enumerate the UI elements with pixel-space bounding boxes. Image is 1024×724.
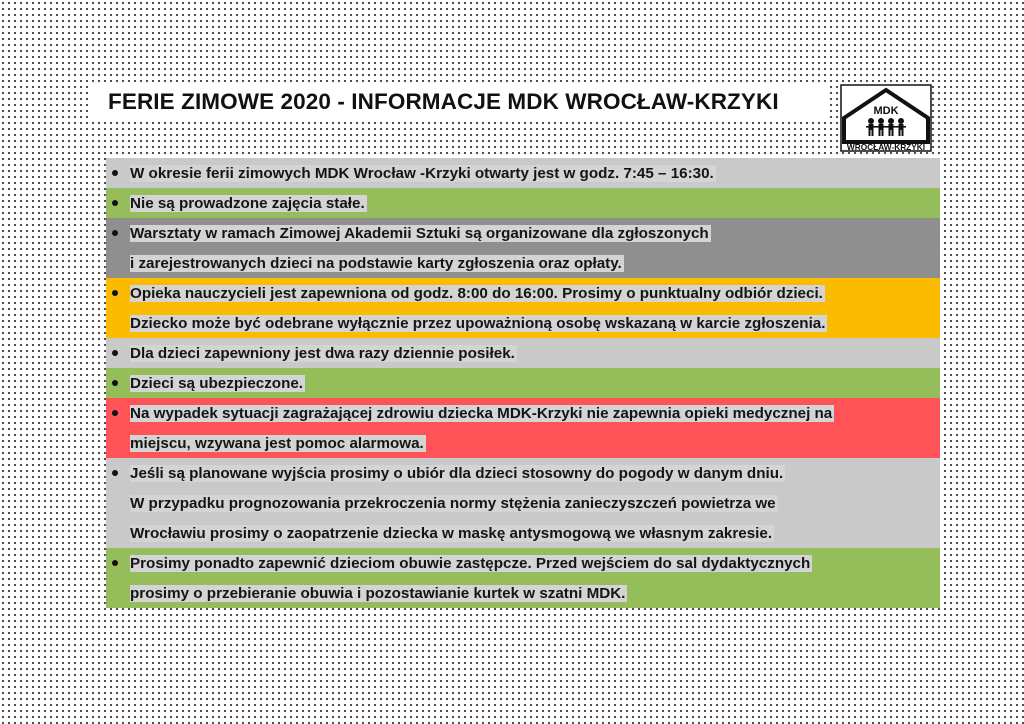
title-bar — [90, 86, 828, 118]
line — [106, 308, 940, 338]
list-item — [106, 398, 940, 458]
list-item — [106, 338, 940, 368]
list-item — [106, 458, 940, 548]
line-text: Dla dzieci zapewniony jest dwa razy dziennie posiłek. — [130, 344, 515, 362]
bullet-icon — [112, 350, 118, 356]
line — [106, 278, 940, 308]
line-text: i zarejestrowanych dzieci na podstawie karty zgłoszenia oraz opłaty. — [130, 254, 622, 272]
bullet-icon — [112, 470, 118, 476]
line — [106, 218, 940, 248]
logo-graphic — [840, 84, 932, 152]
line-text: Wrocławiu prosimy o zaopatrzenie dziecka w maskę antysmogową we własnym zakresie. — [130, 524, 773, 542]
bullet-icon — [112, 410, 118, 416]
logo-top-text: MDK — [873, 105, 899, 117]
line — [106, 428, 940, 458]
bullet-icon — [112, 290, 118, 296]
line-text: Prosimy ponadto zapewnić dzieciom obuwie zastępcze. Przed wejściem do sal dydaktycznych — [130, 554, 811, 572]
line — [106, 548, 940, 578]
list-item — [106, 218, 940, 278]
list-item — [106, 368, 940, 398]
line-text: W przypadku prognozowania przekroczenia normy stężenia zanieczyszczeń powietrza we — [130, 494, 776, 512]
line — [106, 398, 940, 428]
bullet-icon — [112, 200, 118, 206]
line-text: Warsztaty w ramach Zimowej Akademii Sztuki są organizowane dla zgłoszonych — [130, 224, 709, 242]
line — [106, 338, 940, 368]
list-item — [106, 158, 940, 188]
list-item — [106, 278, 940, 338]
line — [106, 248, 940, 278]
line-text: Dzieci są ubezpieczone. — [130, 374, 304, 392]
logo-bottom-text: WROCŁAW-KRZYKI — [846, 142, 926, 152]
line — [106, 488, 940, 518]
line — [106, 578, 940, 608]
page-title: FERIE ZIMOWE 2020 - INFORMACJE MDK WROCŁAW-KRZYKI — [108, 89, 779, 114]
line-text: Na wypadek sytuacji zagrażającej zdrowiu dziecka MDK-Krzyki nie zapewnia opieki medycznej na — [130, 404, 833, 422]
line — [106, 188, 940, 218]
line — [106, 458, 940, 488]
line-text: miejscu, wzywana jest pomoc alarmowa. — [130, 434, 424, 452]
line-text: W okresie ferii zimowych MDK Wrocław -Krzyki otwarty jest w godz. 7:45 – 16:30. — [130, 164, 714, 182]
list-item — [106, 188, 940, 218]
line-text: Dziecko może być odebrane wyłącznie przez upoważnioną osobę wskazaną w karcie zgłoszenia. — [130, 314, 826, 332]
line-text: Opieka nauczycieli jest zapewniona od godz. 8:00 do 16:00. Prosimy o punktualny odbiór dzieci. — [130, 284, 823, 302]
line-text: prosimy o przebieranie obuwia i pozostawianie kurtek w szatni MDK. — [130, 584, 626, 602]
line-text: Jeśli są planowane wyjścia prosimy o ubiór dla dzieci stosowny do pogody w danym dniu. — [130, 464, 784, 482]
list-item — [106, 548, 940, 608]
line — [106, 518, 940, 548]
line — [106, 368, 940, 398]
mdk-logo — [840, 84, 932, 152]
bullet-icon — [112, 560, 118, 566]
line — [106, 158, 940, 188]
bullet-icon — [112, 170, 118, 176]
line-text: Nie są prowadzone zajęcia stałe. — [130, 194, 365, 212]
bullet-icon — [112, 230, 118, 236]
bullet-icon — [112, 380, 118, 386]
info-list — [106, 158, 940, 608]
